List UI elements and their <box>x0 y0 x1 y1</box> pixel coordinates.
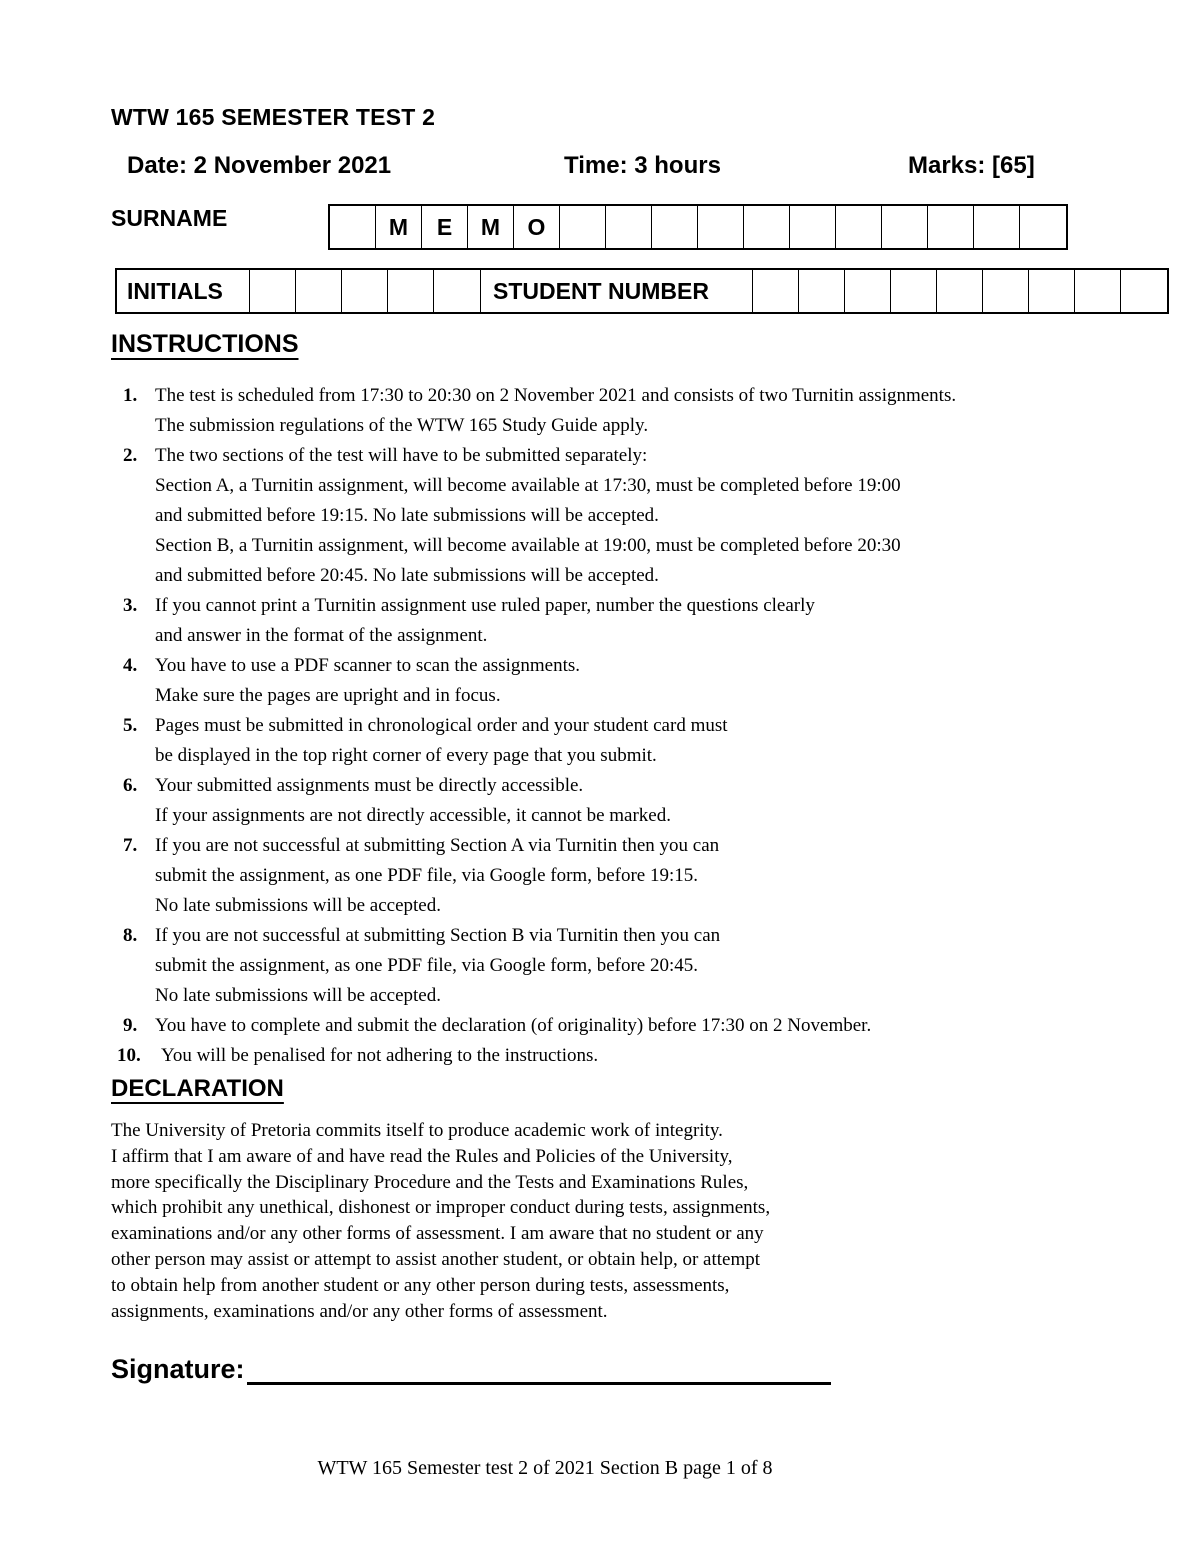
student-number-cell[interactable] <box>983 270 1029 312</box>
signature-label: Signature: <box>111 1354 245 1384</box>
instruction-line: No late submissions will be accepted. <box>155 895 441 916</box>
surname-boxes <box>328 204 1068 250</box>
instruction-line: The two sections of the test will have to be submitted separately: <box>155 445 648 466</box>
instruction-item <box>111 441 1171 591</box>
student-number-cell[interactable] <box>891 270 937 312</box>
student-number-label: STUDENT NUMBER <box>480 270 753 312</box>
surname-cell[interactable]: M <box>376 206 422 248</box>
instruction-line: No late submissions will be accepted. <box>155 985 441 1006</box>
student-number-cell[interactable] <box>845 270 891 312</box>
instruction-line: Make sure the pages are upright and in focus. <box>155 685 501 706</box>
surname-cell[interactable] <box>560 206 606 248</box>
instruction-line: and submitted before 20:45. No late submissions will be accepted. <box>155 565 659 586</box>
instruction-item <box>111 921 1171 1011</box>
instruction-line: submit the assignment, as one PDF file, via Google form, before 19:15. <box>155 865 698 886</box>
initials-cell[interactable] <box>434 270 480 312</box>
instruction-number: 9. <box>123 1015 138 1036</box>
surname-cell[interactable] <box>606 206 652 248</box>
instruction-number: 6. <box>123 775 138 796</box>
instruction-line: Section B, a Turnitin assignment, will become available at 19:00, must be completed before 20:30 <box>155 535 901 556</box>
id-row <box>115 268 1169 314</box>
page-footer: WTW 165 Semester test 2 of 2021 Section B page 1 of 8 <box>317 1457 773 1479</box>
surname-label: SURNAME <box>111 205 228 231</box>
declaration-line: more specifically the Disciplinary Procedure and the Tests and Examinations Rules, <box>111 1171 749 1193</box>
instruction-line: be displayed in the top right corner of every page that you submit. <box>155 745 657 766</box>
initials-cell[interactable] <box>342 270 388 312</box>
instruction-number: 7. <box>123 835 138 856</box>
instruction-line: The submission regulations of the WTW 165 Study Guide apply. <box>155 415 649 436</box>
instruction-item <box>111 771 1171 831</box>
test-duration: Time: 3 hours <box>564 152 721 179</box>
signature-field[interactable] <box>111 1354 831 1385</box>
initials-cell[interactable] <box>296 270 342 312</box>
surname-cell[interactable] <box>974 206 1020 248</box>
student-number-cell[interactable] <box>799 270 845 312</box>
instruction-item <box>111 381 1171 441</box>
instruction-line: and submitted before 19:15. No late submissions will be accepted. <box>155 505 659 526</box>
test-marks: Marks: [65] <box>908 152 1035 179</box>
declaration-line: to obtain help from another student or any other person during tests, assessments, <box>111 1274 730 1296</box>
instruction-line: If you are not successful at submitting Section B via Turnitin then you can <box>155 925 721 946</box>
declaration-line: other person may assist or attempt to assist another student, or obtain help, or attempt <box>111 1248 761 1270</box>
instruction-number: 1. <box>123 385 138 406</box>
instruction-line: If your assignments are not directly accessible, it cannot be marked. <box>155 805 671 826</box>
instruction-number: 5. <box>123 715 138 736</box>
instruction-item <box>111 591 1171 651</box>
declaration-text <box>111 1118 770 1324</box>
instruction-item <box>111 711 1171 771</box>
instruction-line: Section A, a Turnitin assignment, will become available at 17:30, must be completed before 19:00 <box>155 475 901 496</box>
instruction-item <box>111 1011 1171 1041</box>
instruction-item <box>111 1041 1171 1071</box>
surname-cell[interactable] <box>698 206 744 248</box>
instruction-line: If you are not successful at submitting Section A via Turnitin then you can <box>155 835 720 856</box>
surname-cell[interactable] <box>790 206 836 248</box>
signature-line[interactable] <box>247 1356 831 1385</box>
surname-cell[interactable] <box>744 206 790 248</box>
surname-cell[interactable] <box>330 206 376 248</box>
instruction-line: Your submitted assignments must be directly accessible. <box>155 775 584 796</box>
student-number-boxes <box>753 270 1167 312</box>
instruction-number: 10. <box>117 1045 141 1066</box>
surname-cell[interactable] <box>652 206 698 248</box>
surname-cell[interactable] <box>928 206 974 248</box>
instruction-line: submit the assignment, as one PDF file, via Google form, before 20:45. <box>155 955 698 976</box>
instruction-item <box>111 831 1171 921</box>
declaration-line: examinations and/or any other forms of assessment. I am aware that no student or any <box>111 1223 764 1245</box>
instruction-number: 4. <box>123 655 138 676</box>
student-number-cell[interactable] <box>753 270 799 312</box>
initials-label: INITIALS <box>117 270 250 312</box>
instruction-line: You have to use a PDF scanner to scan the assignments. <box>155 655 580 676</box>
test-date: Date: 2 November 2021 <box>127 152 392 179</box>
surname-cell[interactable] <box>882 206 928 248</box>
declaration-line: The University of Pretoria commits itself to produce academic work of integrity. <box>111 1120 723 1141</box>
surname-cell[interactable] <box>1020 206 1066 248</box>
instruction-number: 2. <box>123 445 138 466</box>
instruction-number: 8. <box>123 925 138 946</box>
instruction-line: If you cannot print a Turnitin assignment use ruled paper, number the questions clearly <box>155 595 815 616</box>
instructions-heading: INSTRUCTIONS <box>111 330 299 358</box>
initials-cell[interactable] <box>388 270 434 312</box>
instruction-line: and answer in the format of the assignment. <box>155 625 488 646</box>
surname-cell[interactable]: O <box>514 206 560 248</box>
instruction-line: The test is scheduled from 17:30 to 20:30 on 2 November 2021 and consists of two Turnitin assignments. <box>155 385 957 406</box>
surname-cell[interactable] <box>836 206 882 248</box>
student-number-cell[interactable] <box>1121 270 1167 312</box>
instruction-item <box>111 651 1171 711</box>
initials-cell[interactable] <box>250 270 296 312</box>
declaration-line: I affirm that I am aware of and have read the Rules and Policies of the University, <box>111 1145 733 1167</box>
surname-cell[interactable]: M <box>468 206 514 248</box>
instruction-line: You will be penalised for not adhering to the instructions. <box>161 1045 599 1066</box>
instructions-list <box>111 381 1171 1071</box>
page-title: WTW 165 SEMESTER TEST 2 <box>111 104 436 130</box>
initials-boxes <box>250 270 480 312</box>
student-number-cell[interactable] <box>1075 270 1121 312</box>
instruction-line: Pages must be submitted in chronological order and your student card must <box>155 715 728 736</box>
instruction-number: 3. <box>123 595 138 616</box>
student-number-cell[interactable] <box>937 270 983 312</box>
student-number-cell[interactable] <box>1029 270 1075 312</box>
declaration-line: which prohibit any unethical, dishonest or improper conduct during tests, assignments, <box>111 1197 771 1219</box>
surname-cell[interactable]: E <box>422 206 468 248</box>
instruction-line: You have to complete and submit the declaration (of originality) before 17:30 on 2 November. <box>155 1015 872 1036</box>
declaration-line: assignments, examinations and/or any other forms of assessment. <box>111 1300 608 1322</box>
declaration-heading: DECLARATION <box>111 1075 284 1102</box>
